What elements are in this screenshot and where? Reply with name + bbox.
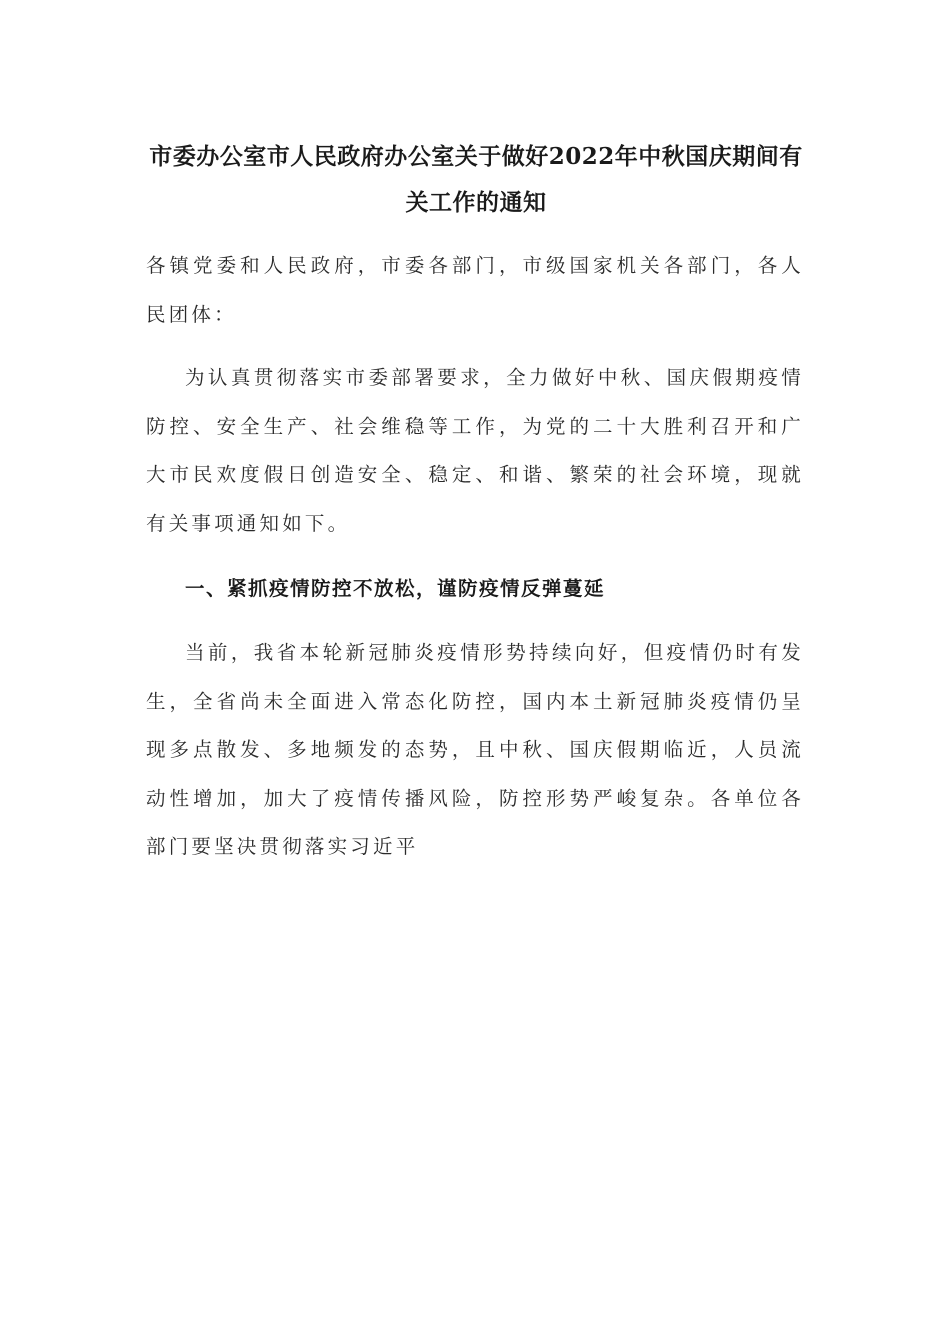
salutation: 各镇党委和人民政府，市委各部门，市级国家机关各部门，各人民团体：	[146, 254, 804, 326]
intro-paragraph: 为认真贯彻落实市委部署要求，全力做好中秋、国庆假期疫情防控、安全生产、社会维稳等工作，为党的二十大胜利召开和广大市民欢度假日创造安全、稳定、和谐、繁荣的社会环境，现就有关事项通知如下。	[146, 366, 804, 535]
section-heading-1: 一、紧抓疫情防控不放松，谨防疫情反弹蔓延	[185, 577, 606, 600]
document-title: 市委办公室市人民政府办公室关于做好2022年中秋国庆期间有关工作的通知	[149, 143, 803, 216]
section-1-body: 当前，我省本轮新冠肺炎疫情形势持续向好，但疫情仍时有发生，全省尚未全面进入常态化防控，国内本土新冠肺炎疫情仍呈现多点散发、多地频发的态势，且中秋、国庆假期临近，人员流动性增加，加大了疫情传播风险，防控形势严峻复杂。各单位各部门要坚决贯彻落实习近平	[146, 641, 804, 858]
